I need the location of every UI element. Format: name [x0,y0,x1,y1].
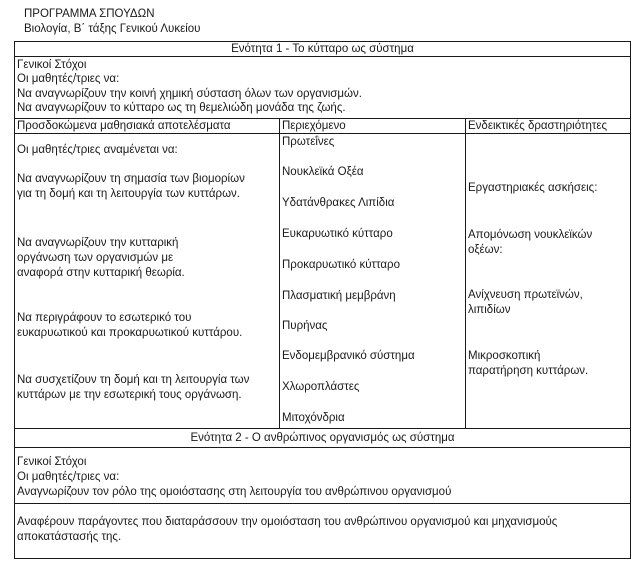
outcome-item [17,236,185,280]
activity-line: Μικροσκοπική [468,350,541,362]
unit2-goal: Αναγνωρίζουν τον ρόλο της ομοιόστασης στη λειτουργία του ανθρώπινου οργανισμού [17,486,452,498]
unit2-extra-line: Αναφέρουν παράγοντες που διαταράσσουν την ομοιόσταση του ανθρώπινου οργανισμού και μηχανισμούς [17,516,558,528]
unit1-goals-intro: Οι μαθητές/τριες να: [17,73,120,85]
column-divider-2 [465,118,466,429]
content-item: Ενδομεμβρανικό σύστημα [282,350,415,362]
column-header-activities: Ενδεικτικές δραστηριότητες [468,120,608,132]
unit2-goals-heading: Γενικοί Στόχοι [17,456,87,468]
outcome-line: Να αναγνωρίζουν την κυτταρική [17,237,179,249]
activity-line: παρατήρηση κυττάρων. [468,365,589,377]
document-subtitle: Βιολογία, Β΄ τάξης Γενικού Λυκείου [24,23,201,35]
column-divider-1 [279,118,280,429]
outcome-line: ευκαρυωτικού και προκαρυωτικού κυττάρου. [17,327,243,339]
content-item: Νουκλεϊκά Οξέα [282,166,364,178]
outcome-item [17,172,245,201]
table-border-left [14,41,15,559]
content-item: Πρωτεΐνες [282,136,335,148]
activity-item [468,349,588,378]
content-item: Πλασματική μεμβράνη [282,290,396,302]
content-item: Χλωροπλάστες [282,381,360,393]
unit1-columns-divider [14,133,631,134]
content-item: Μιτοχόνδρια [282,412,345,424]
content-item: Πυρήνας [282,320,328,332]
outcome-line: Να αναγνωρίζουν τη σημασία των βιομορίων [17,173,245,185]
content-item: Προκαρυωτικό κύτταρο [282,259,400,271]
outcome-line: Να περιγράφουν το εσωτερικό του [17,312,192,324]
unit2-extra [17,515,557,544]
unit2-goals-intro: Οι μαθητές/τριες να: [17,471,120,483]
activity-item [468,288,583,317]
outcome-item [17,311,242,340]
activity-line: Ανίχνευση πρωτεϊνών, [468,289,583,301]
outcome-line: Να συσχετίζουν τη δομή και τη λειτουργία των [17,374,250,386]
activity-line: Εργαστηριακές ασκήσεις: [468,182,598,194]
content-item: Υδατάνθρακες Λιπίδια [282,197,395,209]
activity-item [468,181,597,195]
activity-line: οξέων: [468,244,503,256]
unit1-title: Ενότητα 1 - Το κύτταρο ως σύστημα [231,43,414,55]
content-item: Ευκαρυωτικό κύτταρο [282,228,393,240]
document-title: ΠΡΟΓΡΑΜΜΑ ΣΠΟΥΔΩΝ [24,8,155,20]
unit1-goals-heading: Γενικοί Στόχοι [17,59,87,71]
outcomes-intro: Οι μαθητές/τριες αναμένεται να: [17,144,178,156]
column-header-outcomes: Προσδοκώμενα μαθησιακά αποτελέσματα [17,120,231,132]
unit1-title-divider [14,56,631,57]
unit2-title-divider [14,447,631,448]
outcome-line: κυττάρων με την εσωτερική τους οργάνωση. [17,389,242,401]
outcome-line: αναφορά στην κυτταρική θεωρία. [17,267,185,279]
activity-line: λιπιδίων [468,304,511,316]
unit2-extra-line: αποκατάστασής της. [17,531,122,543]
unit1-goal: Να αναγνωρίζουν το κύτταρο ως τη θεμελιώδη μονάδα της ζωής. [17,102,346,114]
outcome-item [17,373,249,402]
outcome-line: οργάνωση των οργανισμών με [17,252,174,264]
activity-line: Απομόνωση νουκλεϊκών [468,229,593,241]
unit1-goal: Να αναγνωρίζουν την κοινή χημική σύσταση όλων των οργανισμών. [17,88,362,100]
unit2-goals-divider [14,503,631,504]
table-border-bottom [14,558,631,559]
table-border-right [630,41,631,559]
outcome-line: για τη δομή και τη λειτουργία των κυττάρων. [17,188,241,200]
column-header-content: Περιεχόμενο [282,120,346,132]
unit2-title: Ενότητα 2 - Ο ανθρώπινος οργανισμός ως σύστημα [190,432,455,444]
unit2-top-divider [14,428,631,429]
activity-item [468,228,592,257]
